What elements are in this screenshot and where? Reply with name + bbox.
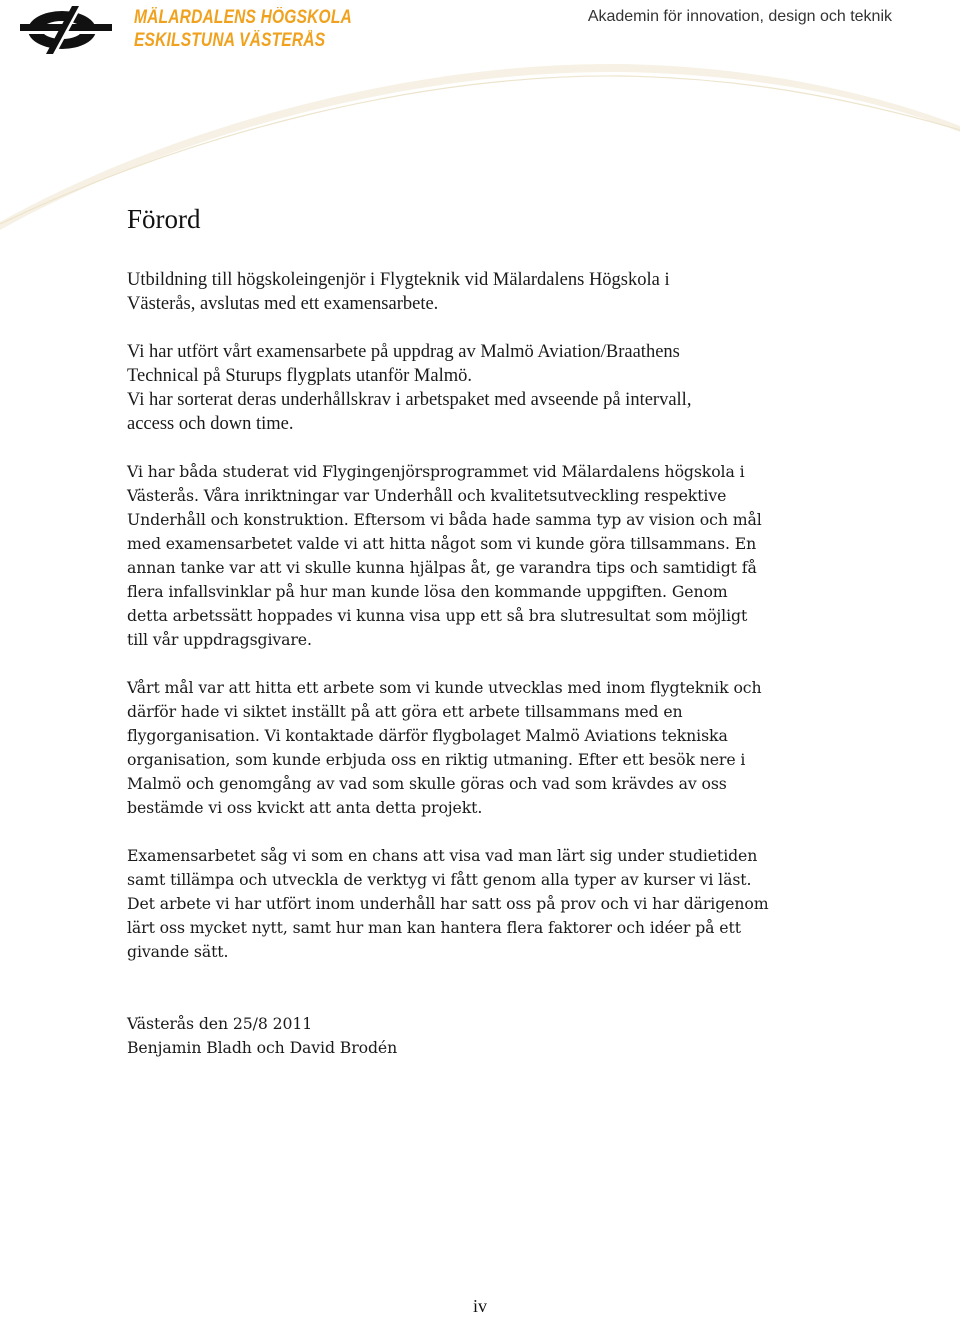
paragraph-line: organisation, som kunde erbjuda oss en riktig utmaning. Efter ett besök nere i [127, 750, 746, 769]
page-title: Förord [127, 204, 201, 234]
header-department: Akademin för innovation, design och teknik [587, 8, 892, 25]
logo-text-line1: MÄLARDALENS HÖGSKOLA [134, 7, 352, 28]
paragraph-line: Västerås, avslutas med ett examensarbete. [127, 294, 439, 314]
paragraph-line: access och down time. [127, 414, 294, 434]
paragraph-line: Examensarbetet såg vi som en chans att visa vad man lärt sig under studietiden [127, 846, 758, 865]
signature-authors: Benjamin Bladh och David Brodén [127, 1038, 398, 1057]
signature-block [127, 1012, 867, 1060]
paragraph-5 [127, 844, 867, 964]
university-logo [20, 2, 352, 58]
paragraph-line: Västerås. Våra inriktningar var Underhåll och kvalitetsutveckling respektive [127, 486, 727, 505]
paragraph-line: flera infallsvinklar på hur man kunde lösa den kommande uppgiften. Genom [127, 582, 728, 601]
paragraph-line: Det arbete vi har utfört inom underhåll har satt oss på prov och vi har därigenom [127, 894, 769, 913]
preface-body [127, 268, 867, 1060]
paragraph-line: samt tillämpa och utveckla de verktyg vi fått genom alla typer av kurser vi läst. [127, 870, 752, 889]
logo-text-line2: ESKILSTUNA VÄSTERÅS [134, 30, 326, 51]
paragraph-1 [127, 268, 867, 316]
paragraph-line: till vår uppdragsgivare. [127, 630, 312, 649]
signature-place-date: Västerås den 25/8 2011 [127, 1014, 313, 1033]
logo-emblem-icon [20, 2, 112, 58]
paragraph-3 [127, 460, 867, 652]
paragraph-4 [127, 676, 867, 820]
paragraph-line: Vårt mål var att hitta ett arbete som vi kunde utvecklas med inom flygteknik och [127, 678, 762, 697]
paragraph-line: Vi har båda studerat vid Flygingenjörsprogrammet vid Mälardalens högskola i [127, 462, 745, 481]
paragraph-line: flygorganisation. Vi kontaktade därför flygbolaget Malmö Aviations tekniska [127, 726, 728, 745]
page-number: iv [472, 1296, 487, 1316]
paragraph-line: därför hade vi siktet inställt på att göra ett arbete tillsammans med en [127, 702, 683, 721]
paragraph-line: Vi har sorterat deras underhållskrav i arbetspaket med avseende på intervall, [127, 390, 692, 410]
paragraph-line: Technical på Sturups flygplats utanför Malmö. [127, 366, 472, 386]
paragraph-line: Utbildning till högskoleingenjör i Flygteknik vid Mälardalens Högskola i [127, 270, 670, 290]
paragraph-line: Underhåll och konstruktion. Eftersom vi båda hade samma typ av vision och mål [127, 510, 762, 529]
paragraph-line: Malmö och genomgång av vad som skulle göras och vad som krävdes av oss [127, 774, 727, 793]
paragraph-line: detta arbetssätt hoppades vi kunna visa upp ett så bra slutresultat som möjligt [127, 606, 748, 625]
paragraph-line: bestämde vi oss kvickt att anta detta projekt. [127, 798, 483, 817]
paragraph-line: givande sätt. [127, 942, 229, 961]
paragraph-line: annan tanke var att vi skulle kunna hjälpas åt, ge varandra tips och samtidigt få [127, 558, 757, 577]
paragraph-2 [127, 340, 867, 436]
paragraph-line: Vi har utfört vårt examensarbete på uppdrag av Malmö Aviation/Braathens [127, 342, 680, 362]
paragraph-line: lärt oss mycket nytt, samt hur man kan hantera flera faktorer och idéer på ett [127, 918, 741, 937]
swoosh-curve-inner [0, 76, 960, 224]
paragraph-line: med examensarbetet valde vi att hitta något som vi kunde göra tillsammans. En [127, 534, 757, 553]
